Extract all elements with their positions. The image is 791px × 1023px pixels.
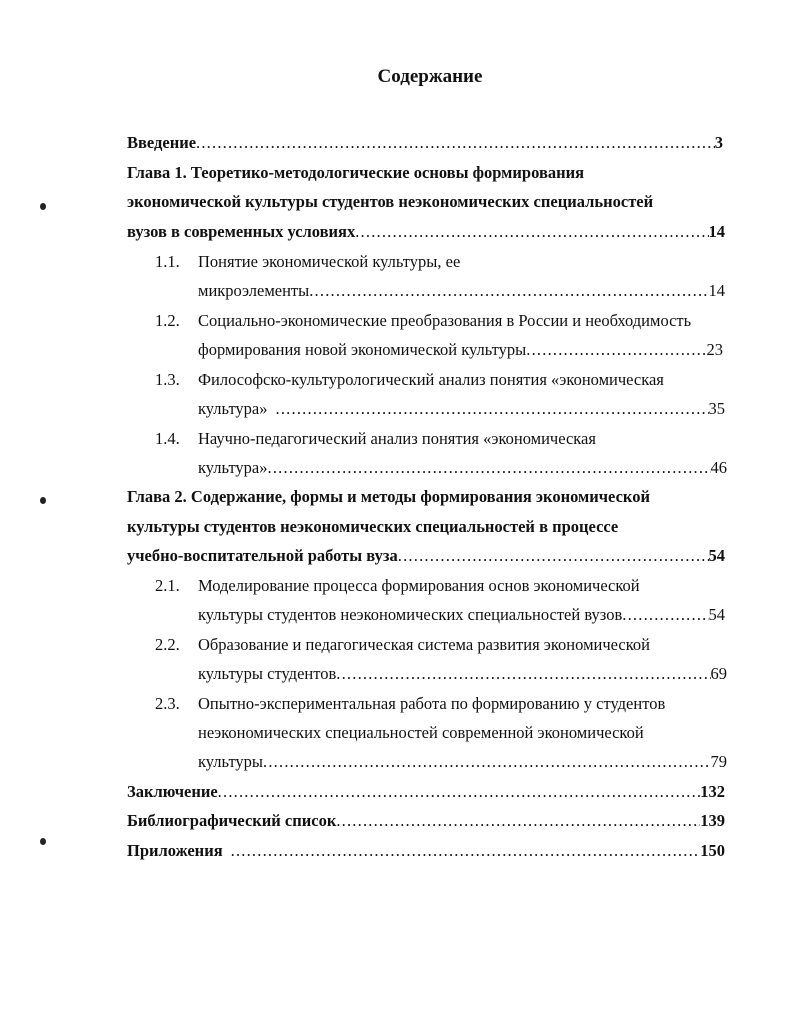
- toc-entry-chapter-2[interactable]: [127, 546, 725, 566]
- leader-dots: [355, 222, 708, 242]
- leader-dots: [622, 605, 708, 625]
- toc-entry-title: культура»: [198, 458, 268, 477]
- leader-dots: [263, 752, 710, 772]
- toc-entry-section-1-4[interactable]: [198, 458, 727, 478]
- toc-entry-title: микроэлементы: [198, 281, 310, 300]
- toc-entry-section-2-1[interactable]: [198, 605, 725, 625]
- section-1-1-line-1[interactable]: Понятие экономической культуры, ее: [198, 252, 461, 271]
- leader-dots: [309, 281, 708, 301]
- toc-page-number: 14: [708, 222, 725, 241]
- toc-entry-bibliography[interactable]: [127, 811, 725, 831]
- toc-page-number: 14: [708, 281, 725, 300]
- leader-dots: [398, 546, 709, 566]
- section-1-3-line-1[interactable]: Философско-культурологический анализ понятия «экономическая: [198, 370, 664, 389]
- toc-entry-chapter-1[interactable]: [127, 222, 725, 242]
- toc-page-number: 139: [700, 811, 725, 830]
- toc-entry-title: Введение: [127, 133, 197, 152]
- toc-entry-section-2-3[interactable]: [198, 752, 727, 772]
- chapter-2-title-line-2[interactable]: культуры студентов неэкономических специальностей в процессе: [127, 517, 619, 536]
- leader-dots: [268, 458, 711, 478]
- section-1-2-line-1[interactable]: Социально-экономические преобразования в России и необходимость: [198, 311, 692, 330]
- chapter-2-title-line-1[interactable]: Глава 2. Содержание, формы и методы формирования экономической: [127, 487, 650, 506]
- toc-entry-title: Заключение: [127, 782, 218, 801]
- toc-entry-title: вузов в современных условиях: [127, 222, 356, 241]
- leader-dots: [231, 841, 701, 861]
- chapter-1-title-line-2[interactable]: экономической культуры студентов неэкономических специальностей: [127, 192, 654, 211]
- section-2-2-line-1[interactable]: Образование и педагогическая система развития экономической: [198, 635, 650, 654]
- toc-entry-title: учебно-воспитательной работы вуза: [127, 546, 398, 565]
- toc-entry-conclusion[interactable]: [127, 782, 725, 802]
- toc-entry-intro[interactable]: [127, 133, 723, 153]
- scan-dot-mark: [40, 838, 46, 845]
- toc-page-number: 23: [706, 340, 723, 359]
- chapter-1-title-line-1[interactable]: Глава 1. Теоретико-методологические основы формирования: [127, 163, 585, 182]
- toc-page-number: 132: [700, 782, 725, 801]
- scan-dot-mark: [40, 497, 46, 504]
- toc-entry-section-2-2[interactable]: [198, 664, 727, 684]
- toc-entry-section-1-2[interactable]: [198, 340, 723, 360]
- toc-entry-title: формирования новой экономической культуры: [198, 340, 527, 359]
- page-title: Содержание: [377, 66, 483, 87]
- toc-page-number: 46: [710, 458, 727, 477]
- section-2-1-line-1[interactable]: Моделирование процесса формирования основ экономической: [198, 576, 640, 595]
- section-number: 2.2.: [155, 635, 180, 654]
- section-number: 1.3.: [155, 370, 180, 389]
- toc-page-number: 79: [710, 752, 727, 771]
- toc-entry-appendix[interactable]: [127, 841, 725, 861]
- leader-dots: [276, 399, 709, 419]
- toc-page-number: 150: [700, 841, 725, 860]
- section-1-4-line-1[interactable]: Научно-педагогический анализ понятия «экономическая: [198, 429, 596, 448]
- section-2-3-line-2[interactable]: неэкономических специальностей современной экономической: [198, 723, 644, 742]
- toc-entry-section-1-1[interactable]: [198, 281, 725, 301]
- toc-page-number: 54: [708, 546, 725, 565]
- leader-dots: [526, 340, 706, 360]
- leader-dots: [336, 664, 710, 684]
- toc-entry-title: культуры: [198, 752, 264, 771]
- toc-entry-section-1-3[interactable]: [198, 399, 725, 419]
- toc-page-number: 3: [714, 133, 723, 152]
- section-2-3-line-1[interactable]: Опытно-экспериментальная работа по формированию у студентов: [198, 694, 666, 713]
- section-number: 1.2.: [155, 311, 180, 330]
- toc-entry-title: Приложения: [127, 841, 223, 860]
- section-number: 2.3.: [155, 694, 180, 713]
- leader-dots: [196, 133, 715, 153]
- toc-page-number: 35: [708, 399, 725, 418]
- section-number: 1.4.: [155, 429, 180, 448]
- toc-page-number: 69: [710, 664, 727, 683]
- leader-dots: [218, 782, 701, 802]
- toc-entry-title: культура»: [198, 399, 268, 418]
- leader-dots: [336, 811, 700, 831]
- section-number: 2.1.: [155, 576, 180, 595]
- scan-dot-mark: [40, 203, 46, 210]
- toc-entry-title: Библиографический список: [127, 811, 337, 830]
- toc-entry-title: культуры студентов: [198, 664, 337, 683]
- toc-page-number: 54: [708, 605, 725, 624]
- toc-entry-title: культуры студентов неэкономических специальностей вузов: [198, 605, 623, 624]
- section-number: 1.1.: [155, 252, 180, 271]
